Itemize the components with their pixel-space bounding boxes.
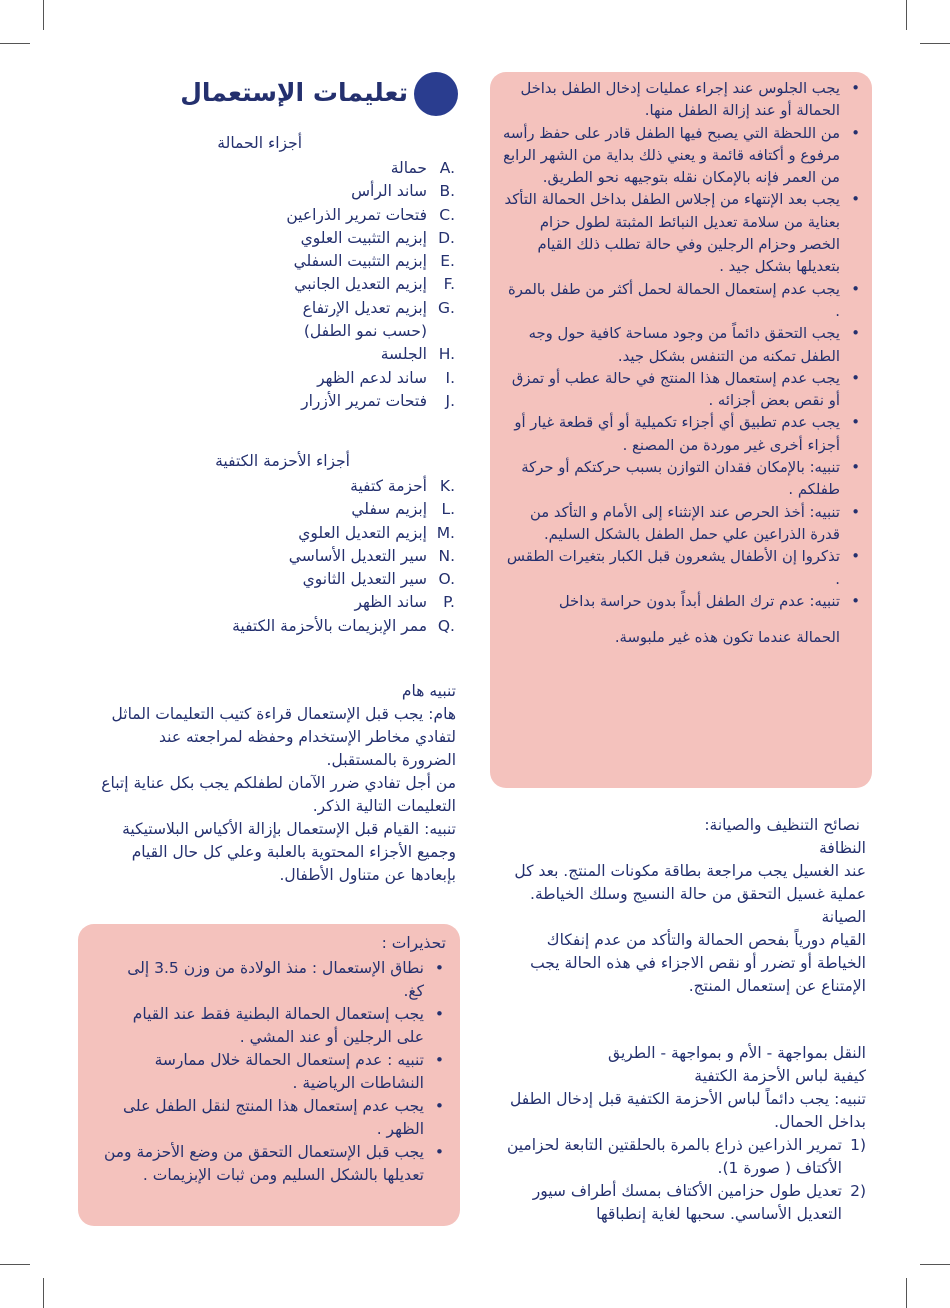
list-item: • تنبيه: بالإمكان فقدان التوازن بسبب حركتكم أو حركة طفلكم . <box>502 457 862 502</box>
cleaning-section <box>494 814 866 998</box>
warnings-box <box>78 924 460 1226</box>
transport-steps <box>494 1134 866 1226</box>
list-item: C. فتحات تمرير الذراعين <box>286 205 455 224</box>
page-title-block <box>180 70 460 120</box>
list-item: • تنبيه: أخذ الحرص عند الإنثناء إلى الأمام و التأكد من قدرة الذراعين علي حمل الطفل بالشكل السليم. <box>502 502 862 547</box>
carrier-parts-list <box>286 157 455 413</box>
title-bullet-dot <box>414 72 458 116</box>
list-item: • تنبيه: عدم ترك الطفل أبداً بدون حراسة بداخل <box>502 591 862 613</box>
page-title: تعليمات الإستعمال <box>180 78 408 107</box>
safety-instructions-list <box>502 78 862 613</box>
important-notice-paragraph: تنبيه: القيام قبل الإستعمال بإزالة الأكياس البلاستيكية وجميع الأجزاء المحتوية بالعلبة وعلي كل حال القيام بإبعادها عن متناول الأطفال. <box>122 820 456 884</box>
cleaning-heading: نصائح التنظيف والصيانة: <box>704 816 860 834</box>
list-item: • تذكروا إن الأطفال يشعرون قبل الكبار بتغيرات الطقس . <box>502 546 862 591</box>
safety-trailing-text: الحمالة عندما تكون هذه غير ملبوسة. <box>614 629 840 647</box>
safety-instructions-box <box>490 72 872 788</box>
shoulder-parts-list <box>232 475 455 638</box>
maintenance-heading: الصيانة <box>821 908 866 926</box>
list-item: • يجب عدم إستعمال هذا المنتج لنقل الطفل على الظهر . <box>102 1095 446 1141</box>
list-item: P. ساند الظهر <box>354 593 455 612</box>
list-item: 2) تعديل طول حزامين الأكتاف بمسك أطراف سيور التعديل الأساسي. سحبها لغاية إنطباقها <box>532 1182 866 1223</box>
crop-mark <box>43 1278 44 1308</box>
transport-section <box>494 1042 866 1226</box>
cleanliness-text: عند الغسيل يجب مراجعة بطاقة مكونات المنتج. بعد كل عملية غسيل التحقق من حالة النسيج وسلك الخياطة. <box>514 862 866 903</box>
crop-mark <box>43 0 44 30</box>
important-notice-paragraph: هام: يجب قبل الإستعمال قراءة كتيب التعليمات الماثل لتفادي مخاطر الإستخدام وحفظه لمراجعته عند الضرورة بالمستقبل. <box>111 705 456 769</box>
list-item: • يجب بعد الإنتهاء من إجلاس الطفل بداخل الحمالة التأكد بعناية من سلامة تعديل النبائط المثبتة لطول حزام الخصر وحزام الرجلين وفي حالة تطلب ذلك القيام بتعديلها بشكل جيد . <box>502 189 862 278</box>
list-item: • من اللحظة التي يصبح فيها الطفل قادر على حفظ رأسه مرفوع و أكتافه قائمة و يعني ذلك بداية من الشهر الرابع من العمر فإنه بالإمكان نقله بتوجيهه نحو الطريق. <box>502 123 862 190</box>
list-item: • يجب قبل الإستعمال التحقق من وضع الأحزمة ومن تعديلها بالشكل السليم ومن ثبات الإبزيمات . <box>102 1141 446 1187</box>
list-item: E. إبزيم التثبيت السفلي <box>293 252 455 271</box>
list-item: • يجب عدم إستعمال هذا المنتج في حالة عطب أو تمزق أو نقص بعض أجزائه . <box>502 368 862 413</box>
important-notice-paragraph: من أجل تفادي ضرر الآمان لطفلكم يجب بكل عناية إتباع التعليمات التالية الذكر. <box>101 774 456 815</box>
list-item: N. سير التعديل الأساسي <box>288 546 455 565</box>
list-item: I. ساند لدعم الظهر <box>317 368 455 387</box>
list-item: Q. ممر الإبزيمات بالأحزمة الكتفية <box>232 616 455 635</box>
shoulder-parts-heading: أجزاء الأحزمة الكتفية <box>215 452 350 470</box>
list-item: • يجب الجلوس عند إجراء عمليات إدخال الطفل بداخل الحمالة أو عند إزالة الطفل منها. <box>502 78 862 123</box>
transport-subheading: كيفية لباس الأحزمة الكتفية <box>694 1067 866 1085</box>
list-item: • تنبيه : عدم إستعمال الحمالة خلال ممارسة النشاطات الرياضية . <box>102 1049 446 1095</box>
maintenance-text: القيام دورياً بفحص الحمالة والتأكد من عدم إنفكاك الخياطة أو تضرر أو نقص الاجزاء في هذه الحالة يجب الإمتناع عن إستعمال المنتج. <box>530 931 866 995</box>
carrier-parts-heading: أجزاء الحمالة <box>217 134 302 152</box>
crop-mark <box>906 1278 907 1308</box>
list-item: F. إبزيم التعديل الجانبي <box>294 275 455 294</box>
cleanliness-heading: النظافة <box>819 839 866 857</box>
list-item: • نطاق الإستعمال : منذ الولادة من وزن 3.5 إلى كغ. <box>102 957 446 1003</box>
list-item: J. فتحات تمرير الأزرار <box>301 391 455 410</box>
crop-mark <box>0 43 30 44</box>
list-item: L. إبزيم سفلي <box>351 500 455 519</box>
list-item: O. سير التعديل الثانوي <box>302 570 455 589</box>
warnings-heading: تحذيرات : <box>381 934 446 952</box>
list-item: A. حمالة <box>390 159 455 177</box>
list-item: 1) تمرير الذراعين ذراع بالمرة بالحلقتين التابعة لحزامين الأكتاف ( صورة 1). <box>506 1136 866 1177</box>
list-item: (حسب نمو الطفل) <box>303 322 427 341</box>
important-notice-heading: تنبيه هام <box>401 682 456 700</box>
list-item: G. إبزيم تعديل الإرتفاع <box>302 298 455 317</box>
crop-mark <box>920 1264 950 1265</box>
crop-mark <box>0 1264 30 1265</box>
list-item: H. الجلسة <box>380 345 455 364</box>
transport-heading: النقل بمواجهة - الأم و بمواجهة - الطريق <box>608 1044 866 1062</box>
warnings-list <box>102 957 446 1187</box>
list-item: D. إبزيم التثبيت العلوي <box>300 228 455 247</box>
list-item: K. أحزمة كتفية <box>350 477 455 495</box>
list-item: • يجب عدم تطبيق أي أجزاء تكميلية أو أي قطعة غيار أو أجزاء أخرى غير موردة من المصنع . <box>502 412 862 457</box>
list-item: M. إبزيم التعديل العلوي <box>298 523 455 542</box>
list-item: B. ساند الرأس <box>351 182 455 201</box>
list-item: • يجب عدم إستعمال الحمالة لحمل أكثر من طفل بالمرة . <box>502 279 862 324</box>
crop-mark <box>906 0 907 30</box>
list-item: • يجب إستعمال الحمالة البطنية فقط عند القيام على الرجلين أو عند المشي . <box>102 1003 446 1049</box>
important-notice <box>100 680 456 887</box>
transport-note: تنبيه: يجب دائماً لباس الأحزمة الكتفية قبل إدخال الطفل بداخل الحمال. <box>510 1090 866 1131</box>
crop-mark <box>920 43 950 44</box>
list-item: • يجب التحقق دائماً من وجود مساحة كافية حول وجه الطفل تمكنه من التنفس بشكل جيد. <box>502 323 862 368</box>
